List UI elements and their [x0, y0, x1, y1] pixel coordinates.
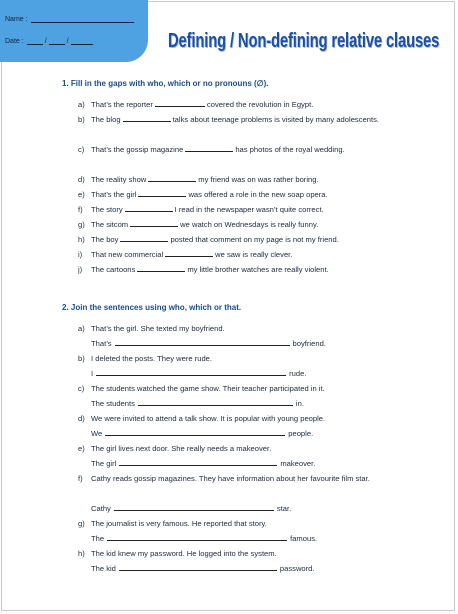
item-letter: g) [78, 519, 85, 528]
item-text-after: my friend was on was rather boring. [198, 175, 319, 184]
answer-start: That’s [91, 339, 112, 348]
item-sentence: Cathy reads gossip magazines. They have information about her favourite film star. [91, 474, 370, 483]
exercise1-item [78, 247, 398, 262]
exercise1-item [78, 112, 398, 127]
gap-blank[interactable] [155, 98, 205, 107]
answer-start: We [91, 429, 103, 438]
date-separator: / [66, 38, 69, 45]
item-text-after: covered the revolution in Egypt. [206, 100, 314, 109]
item-text-before: The boy [91, 235, 119, 244]
answer-end: famous. [290, 534, 318, 543]
item-letter: e) [78, 190, 85, 199]
answer-blank[interactable] [114, 502, 274, 511]
header-box [0, 0, 148, 62]
exercise2-item [78, 441, 398, 456]
exercise1-item [78, 202, 398, 217]
exercise2-item [78, 321, 398, 336]
item-letter: a) [78, 100, 85, 109]
exercise2-item [78, 546, 398, 561]
exercise1-item [78, 97, 398, 112]
answer-line [91, 396, 304, 411]
item-text-before: That’s the gossip magazine [91, 145, 184, 154]
gap-blank[interactable] [123, 113, 171, 122]
answer-blank[interactable] [96, 367, 286, 376]
item-letter: i) [78, 250, 83, 259]
answer-end: makeover. [280, 459, 316, 468]
section2-title: 2. Join the sentences using who, which or that. [62, 303, 242, 312]
item-sentence: The students watched the game show. Their teacher participated in it. [91, 384, 325, 393]
answer-line [91, 366, 306, 381]
item-sentence: We were invited to attend a talk show. It is popular with young people. [91, 414, 326, 423]
item-text-after: my little brother watches are really violent. [187, 265, 329, 274]
answer-end: rude. [289, 369, 307, 378]
item-letter: j) [78, 265, 83, 274]
item-letter: h) [78, 549, 85, 558]
answer-end: in. [295, 399, 304, 408]
item-letter: c) [78, 145, 85, 154]
answer-end: password. [279, 564, 315, 573]
exercise1-item [78, 142, 398, 157]
answer-line [91, 336, 326, 351]
name-label: Name : [5, 16, 28, 23]
date-year-field[interactable] [71, 37, 93, 45]
section1-title: 1. Fill in the gaps with who, which or no pronouns (∅). [62, 79, 269, 88]
item-text-before: The sitcom [91, 220, 129, 229]
answer-line [91, 561, 315, 576]
item-text-after: has photos of the royal wedding. [235, 145, 345, 154]
answer-end: people. [288, 429, 314, 438]
item-sentence: I deleted the posts. They were rude. [91, 354, 213, 363]
exercise2-item [78, 381, 398, 396]
answer-blank[interactable] [115, 337, 290, 346]
answer-start: The students [91, 399, 135, 408]
item-text-after: was offered a role in the new soap opera. [188, 190, 328, 199]
item-sentence: The journalist is very famous. He reported that story. [91, 519, 267, 528]
gap-blank[interactable] [120, 233, 168, 242]
item-sentence: That’s the girl. She texted my boyfriend. [91, 324, 225, 333]
answer-line [91, 501, 291, 516]
item-sentence: The girl lives next door. She really needs a makeover. [91, 444, 272, 453]
item-letter: d) [78, 175, 85, 184]
exercise2-item [78, 516, 398, 531]
item-text-after: I read in the newspaper wasn’t quite correct. [174, 205, 324, 214]
gap-blank[interactable] [130, 218, 178, 227]
answer-blank[interactable] [138, 397, 293, 406]
item-letter: b) [78, 354, 85, 363]
item-text-before: That’s the reporter [91, 100, 153, 109]
exercise1-item [78, 262, 398, 277]
answer-start: I [91, 369, 94, 378]
answer-start: The [91, 534, 105, 543]
exercise1-item [78, 172, 398, 187]
answer-line [91, 426, 313, 441]
answer-blank[interactable] [119, 562, 277, 571]
gap-blank[interactable] [185, 143, 233, 152]
item-text-after: talks about teenage problems is visited by many adolescents. [172, 115, 379, 124]
answer-blank[interactable] [119, 457, 277, 466]
answer-start: Cathy [91, 504, 111, 513]
exercise2-item [78, 411, 398, 426]
item-text-before: That’s the girl [91, 190, 137, 199]
item-text-after: we saw is really clever. [215, 250, 293, 259]
item-text-before: The cartoons [91, 265, 136, 274]
name-row [5, 15, 134, 23]
answer-blank[interactable] [107, 532, 287, 541]
answer-line [91, 456, 315, 471]
answer-start: The girl [91, 459, 117, 468]
exercise2-item [78, 471, 398, 486]
item-letter: a) [78, 324, 85, 333]
item-letter: c) [78, 384, 85, 393]
answer-end: boyfriend. [292, 339, 326, 348]
item-letter: h) [78, 235, 85, 244]
item-letter: d) [78, 414, 85, 423]
item-letter: b) [78, 115, 85, 124]
exercise2-item [78, 351, 398, 366]
date-separator: / [44, 38, 47, 45]
answer-blank[interactable] [105, 427, 285, 436]
item-text-before: The story [91, 205, 123, 214]
item-text-after: we watch on Wednesdays is really funny. [180, 220, 319, 229]
exercise1-item [78, 187, 398, 202]
item-letter: f) [78, 205, 83, 214]
exercise1-item [78, 232, 398, 247]
item-letter: g) [78, 220, 85, 229]
answer-line [91, 531, 317, 546]
item-text-before: The reality show [91, 175, 147, 184]
gap-blank[interactable] [138, 188, 186, 197]
page-title: Defining / Non-defining relative clauses [168, 30, 440, 52]
gap-blank[interactable] [125, 203, 173, 212]
gap-blank[interactable] [137, 263, 185, 272]
gap-blank[interactable] [165, 248, 213, 257]
date-row [5, 37, 93, 45]
gap-blank[interactable] [148, 173, 196, 182]
item-text-before: The blog [91, 115, 121, 124]
date-label: Date : [5, 38, 24, 45]
item-text-after: posted that comment on my page is not my friend. [170, 235, 339, 244]
name-field[interactable] [31, 15, 134, 23]
exercise1-item [78, 217, 398, 232]
item-letter: e) [78, 444, 85, 453]
date-month-field[interactable] [49, 37, 65, 45]
answer-start: The kid [91, 564, 116, 573]
item-text-before: That new commercial [91, 250, 164, 259]
item-sentence: The kid knew my password. He logged into the system. [91, 549, 277, 558]
date-day-field[interactable] [27, 37, 43, 45]
answer-end: star. [276, 504, 292, 513]
item-letter: f) [78, 474, 83, 483]
